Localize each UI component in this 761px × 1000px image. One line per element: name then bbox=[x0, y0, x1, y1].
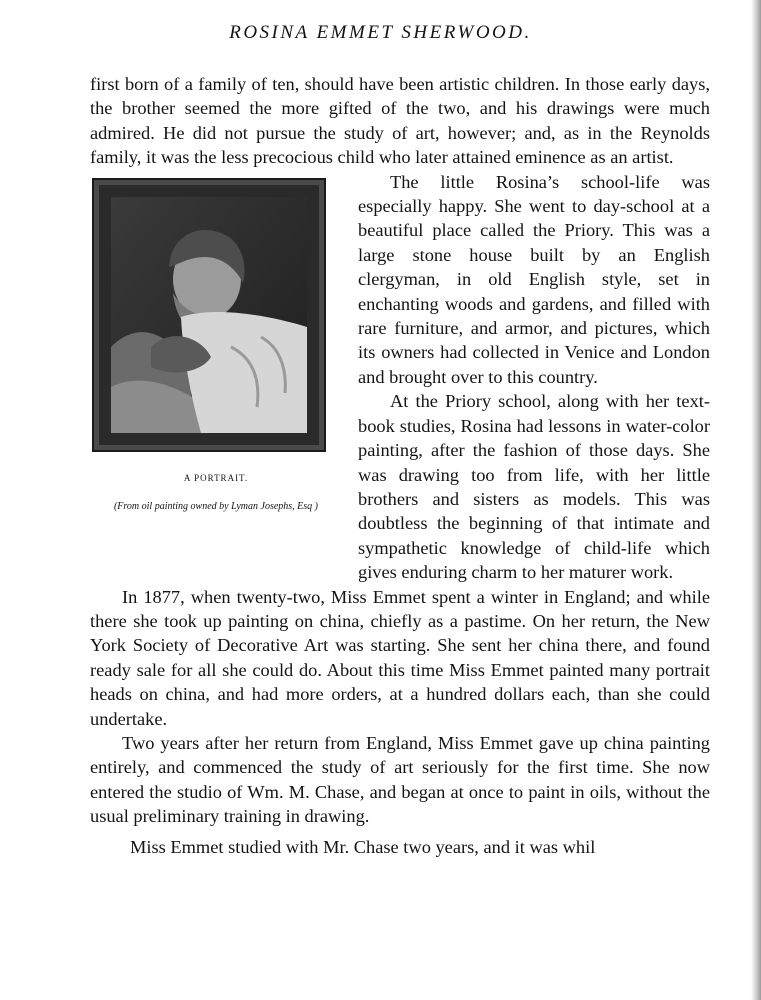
paragraph-5: Two years after her return from England, Miss Emmet gave up china painting entirely, and commenced the study of art seriously for the first time. She now entered the studio of Wm. M. Chase, and began at once to paint in oils, without the usual preliminary training in drawing. bbox=[90, 732, 710, 827]
portrait-image bbox=[111, 197, 307, 433]
caption-title: A PORTRAIT. bbox=[183, 472, 249, 483]
body-text bbox=[90, 72, 710, 859]
paragraph-4: In 1877, when twenty-two, Miss Emmet spent a winter in England; and while there she took up painting on china, chiefly as a pastime. On her return, the New York Society of Decorative Art was starting. She sent her china there, and found ready sale for all she could do. About this time Miss Emmet painted many portrait heads on china, and had more orders, at a hundred dollars each, than she could undertake. bbox=[90, 586, 710, 729]
portrait-frame bbox=[94, 180, 324, 450]
portrait-figure bbox=[82, 180, 350, 562]
running-head: ROSINA EMMET SHERWOOD. bbox=[229, 22, 532, 43]
paragraph-6: Miss Emmet studied with Mr. Chase two years, and it was whil bbox=[130, 836, 596, 857]
caption-source: (From oil painting owned by Lyman Josephs, Esq ) bbox=[113, 501, 319, 513]
paragraph-1: first born of a family of ten, should have been artistic children. In those early days, the brother seemed the more gifted of the two, and his drawings were much admired. He did not pursue the study of art, however; and, as in the Reynolds family, it was the less precocious child who later attained eminence as an artist. bbox=[90, 74, 710, 168]
page-edge-shadow bbox=[751, 0, 761, 1000]
paragraph-2: The little Rosina’s school-life was especially happy. She went to day-school at a beautiful place called the Priory. This was a large stone house built by an English clergyman, in old English style, set in enchanting woods and gardens, and filled with rare furniture, and armor, and pictures, which its owners had collected in Venice and London and brought over to this country. bbox=[358, 171, 710, 387]
paragraph-3: At the Priory school, along with her text-book studies, Rosina had lessons in water-color painting, after the fashion of those days. She was drawing too from life, with her little brothers and sisters as models. This was doubtless the beginning of that intimate and sympathetic knowledge of child-life which gives enduring charm to her maturer work. bbox=[358, 391, 710, 583]
